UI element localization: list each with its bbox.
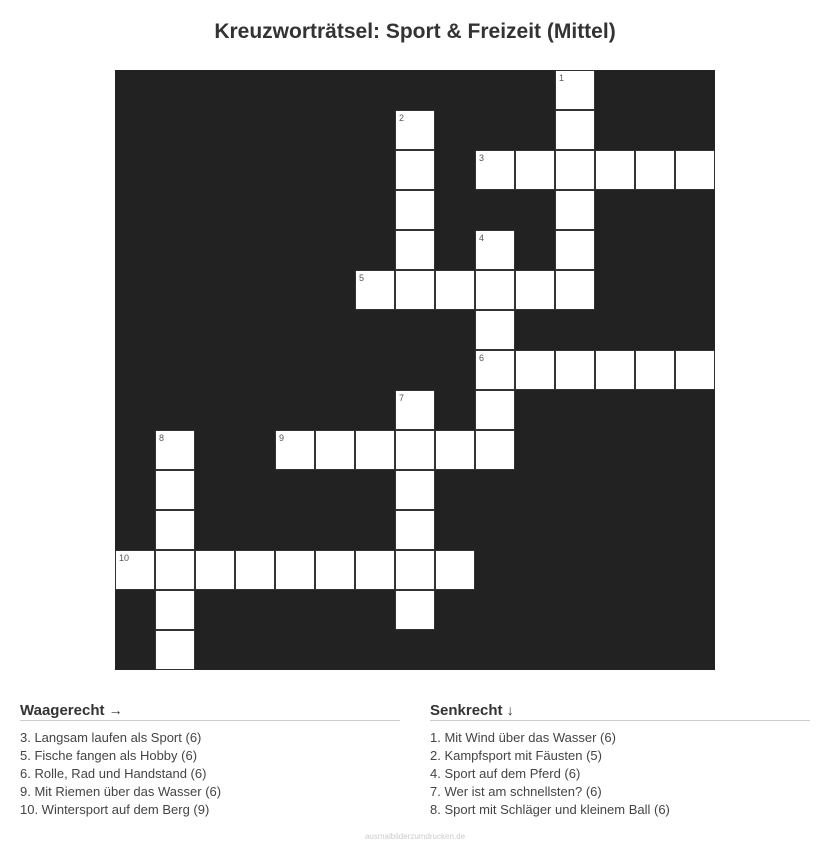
crossword-cell[interactable] xyxy=(675,350,715,390)
crossword-cell[interactable] xyxy=(515,150,555,190)
crossword-cell[interactable] xyxy=(195,550,235,590)
crossword-cell[interactable] xyxy=(635,150,675,190)
crossword-cell[interactable] xyxy=(315,430,355,470)
crossword-cell[interactable] xyxy=(275,430,315,470)
down-clue: 8. Sport mit Schläger und kleinem Ball (6) xyxy=(430,802,670,817)
clue-number: 2 xyxy=(399,113,405,123)
crossword-cell[interactable] xyxy=(475,350,515,390)
crossword-cell[interactable] xyxy=(475,390,515,430)
clue-number: 6 xyxy=(479,353,485,363)
crossword-cell[interactable] xyxy=(475,230,515,270)
crossword-cell[interactable] xyxy=(555,70,595,110)
crossword-cell[interactable] xyxy=(475,310,515,350)
crossword-cell[interactable] xyxy=(435,430,475,470)
across-clue: 3. Langsam laufen als Sport (6) xyxy=(20,730,202,745)
across-clue: 5. Fische fangen als Hobby (6) xyxy=(20,748,198,763)
clue-number: 9 xyxy=(279,433,285,443)
crossword-cell[interactable] xyxy=(395,510,435,550)
across-heading xyxy=(20,702,400,721)
crossword-cell[interactable] xyxy=(555,350,595,390)
crossword-cell[interactable] xyxy=(155,630,195,670)
crossword-cell[interactable] xyxy=(555,190,595,230)
down-clues-section xyxy=(430,702,810,819)
footer-watermark: ausmalbilderzumdrucken.de xyxy=(364,832,466,841)
crossword-cell[interactable] xyxy=(235,550,275,590)
clue-number: 3 xyxy=(479,153,485,163)
across-clue: 10. Wintersport auf dem Berg (9) xyxy=(20,802,210,817)
crossword-grid xyxy=(115,70,715,670)
clue-number: 10 xyxy=(119,553,130,563)
down-clue: 1. Mit Wind über das Wasser (6) xyxy=(430,730,616,745)
crossword-cell[interactable] xyxy=(395,110,435,150)
down-clue: 7. Wer ist am schnellsten? (6) xyxy=(430,784,602,799)
crossword-cell[interactable] xyxy=(155,470,195,510)
crossword-cell[interactable] xyxy=(395,470,435,510)
crossword-cell[interactable] xyxy=(315,550,355,590)
clue-number: 5 xyxy=(359,273,365,283)
crossword-cell[interactable] xyxy=(515,350,555,390)
crossword-cell[interactable] xyxy=(155,430,195,470)
crossword-cell[interactable] xyxy=(355,270,395,310)
right-arrow-icon: → xyxy=(108,702,123,718)
across-clues-section xyxy=(20,702,400,819)
crossword-cell[interactable] xyxy=(395,150,435,190)
crossword-cell[interactable] xyxy=(155,510,195,550)
crossword-cell[interactable] xyxy=(435,550,475,590)
crossword-cell[interactable] xyxy=(595,150,635,190)
crossword-cell[interactable] xyxy=(595,350,635,390)
crossword-cell[interactable] xyxy=(475,270,515,310)
crossword-cell[interactable] xyxy=(395,550,435,590)
crossword-cell[interactable] xyxy=(515,270,555,310)
crossword-cell[interactable] xyxy=(155,550,195,590)
across-clue: 6. Rolle, Rad und Handstand (6) xyxy=(20,766,207,781)
crossword-cell[interactable] xyxy=(555,230,595,270)
clue-number: 7 xyxy=(399,393,405,403)
crossword-cell[interactable] xyxy=(355,550,395,590)
crossword-cell[interactable] xyxy=(115,550,155,590)
crossword-cell[interactable] xyxy=(155,590,195,630)
crossword-cell[interactable] xyxy=(355,430,395,470)
crossword-cell[interactable] xyxy=(635,350,675,390)
down-clue: 4. Sport auf dem Pferd (6) xyxy=(430,766,581,781)
clue-number: 8 xyxy=(159,433,165,443)
across-heading-label: Waagerecht xyxy=(20,702,105,719)
crossword-cell[interactable] xyxy=(555,150,595,190)
crossword-cell[interactable] xyxy=(555,110,595,150)
puzzle-title: Kreuzworträtsel: Sport & Freizeit (Mittel) xyxy=(214,20,616,43)
down-heading-label: Senkrecht xyxy=(430,702,503,719)
crossword-cell[interactable] xyxy=(475,150,515,190)
crossword-cell[interactable] xyxy=(395,430,435,470)
down-heading xyxy=(430,702,810,721)
down-clue: 2. Kampfsport mit Fäusten (5) xyxy=(430,748,602,763)
down-arrow-icon: ↓ xyxy=(506,702,514,718)
clue-number: 4 xyxy=(479,233,485,243)
crossword-cell[interactable] xyxy=(675,150,715,190)
crossword-cell[interactable] xyxy=(395,270,435,310)
crossword-cell[interactable] xyxy=(395,230,435,270)
crossword-cell[interactable] xyxy=(475,430,515,470)
clue-number: 1 xyxy=(559,73,565,83)
crossword-cell[interactable] xyxy=(395,590,435,630)
crossword-cell[interactable] xyxy=(395,190,435,230)
crossword-cell[interactable] xyxy=(275,550,315,590)
crossword-cell[interactable] xyxy=(395,390,435,430)
across-clue: 9. Mit Riemen über das Wasser (6) xyxy=(20,784,222,799)
crossword-cell[interactable] xyxy=(435,270,475,310)
crossword-cell[interactable] xyxy=(555,270,595,310)
